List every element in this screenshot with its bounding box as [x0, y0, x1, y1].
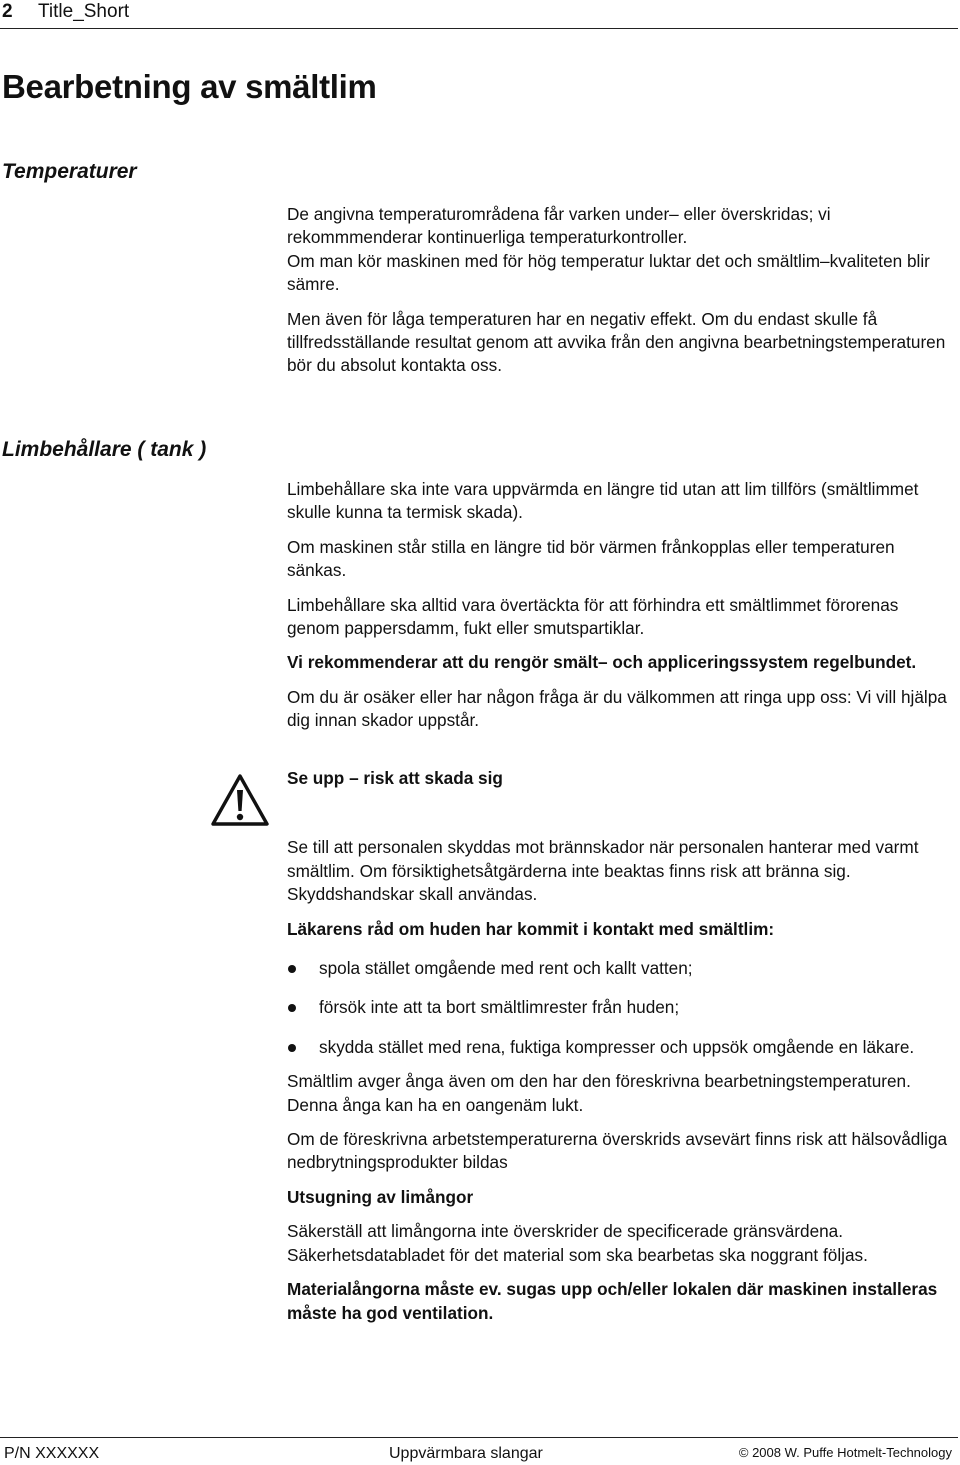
extraction-heading: Utsugning av limångor	[287, 1186, 474, 1207]
paragraph: Se till att personalen skyddas mot brännskador när personalen hanterar med varmt smältlim. Om försiktighetsåtgärderna inte beaktas finns risk att bränna sig. Skyddshandskar skall användas.	[287, 837, 919, 905]
warning-body	[287, 767, 955, 1325]
paragraph: Men även för låga temperaturen har en negativ effekt. Om du endast skulle få tillfredsställande resultat genom att avvika från den angivna bearbetningstemperaturen bör du absolut kontakta oss.	[287, 308, 946, 376]
section-heading-tank: Limbehållare ( tank )	[2, 438, 207, 461]
temperatures-body	[287, 203, 955, 378]
copyright: © 2008 W. Puffe Hotmelt-Technology	[738, 1445, 952, 1460]
section-heading-temperatures: Temperaturer	[2, 160, 137, 183]
paragraph: Om du är osäker eller har någon fråga är du välkommen att ringa upp oss: Vi vill hjälpa dig innan skador uppstår.	[287, 686, 947, 731]
paragraph: De angivna temperaturområdena får varken under– eller överskridas; vi rekommmenderar kontinuerliga temperaturkontroller.	[287, 204, 831, 248]
bullet-icon	[288, 1044, 296, 1052]
tank-body	[287, 478, 955, 733]
list-item: spola stället omgående med rent och kallt vatten;	[287, 957, 955, 980]
paragraph: Smältlim avger ånga även om den har den föreskrivna bearbetningstemperaturen. Denna ånga kan ha en oangenäm lukt.	[287, 1071, 911, 1115]
part-number: P/N XXXXXX	[4, 1445, 100, 1462]
paragraph: Säkerställ att limångorna inte överskrider de specificerade gränsvärdena. Säkerhetsdatabladet för det material som ska bearbetas ska noggrant följas.	[287, 1221, 868, 1265]
list-item: försök inte att ta bort smältlimrester från huden;	[287, 996, 955, 1019]
bullet-list	[287, 957, 955, 1059]
paragraph: Limbehållare ska inte vara uppvärmda en längre tid utan att lim tillförs (smältlimmet skulle kunna ta termisk skada).	[287, 479, 919, 523]
paragraph: Om man kör maskinen med för hög temperatur luktar det och smältlim–kvaliteten blir sämre.	[287, 250, 930, 295]
page-title: Bearbetning av smältlim	[2, 68, 377, 105]
paragraph: Om maskinen står stilla en längre tid bör värmen frånkopplas eller temperaturen sänkas.	[287, 536, 895, 581]
footer-rule	[0, 1437, 958, 1438]
bullet-icon	[288, 965, 296, 973]
bullet-icon	[288, 1004, 296, 1012]
page-footer	[0, 1437, 960, 1465]
footer-center-text: Uppvärmbara slangar	[389, 1445, 543, 1462]
page-header	[0, 0, 960, 30]
paragraph-bold: Materialångorna måste ev. sugas upp och/eller lokalen där maskinen installeras måste ha god ventilation.	[287, 1279, 938, 1323]
paragraph-bold: Vi rekommenderar att du rengör smält– och appliceringssystem regelbundet.	[287, 652, 917, 673]
warning-title: Se upp – risk att skada sig	[287, 768, 503, 788]
header-rule	[0, 28, 958, 29]
header-title: Title_Short	[38, 1, 130, 22]
doctor-advice-heading: Läkarens råd om huden har kommit i kontakt med smältlim:	[287, 918, 775, 939]
list-item: skydda stället med rena, fuktiga kompresser och uppsök omgående en läkare.	[287, 1036, 955, 1059]
paragraph: Om de föreskrivna arbetstemperaturerna överskrids avsevärt finns risk att hälsovådliga nedbrytningsprodukter bildas	[287, 1129, 948, 1173]
paragraph: Limbehållare ska alltid vara övertäckta för att förhindra ett smältlimmet förorenas genom pappersdamm, fukt eller smutspartiklar.	[287, 594, 899, 639]
exclamation-triangle-icon	[210, 773, 270, 827]
page-number: 2	[2, 1, 13, 22]
